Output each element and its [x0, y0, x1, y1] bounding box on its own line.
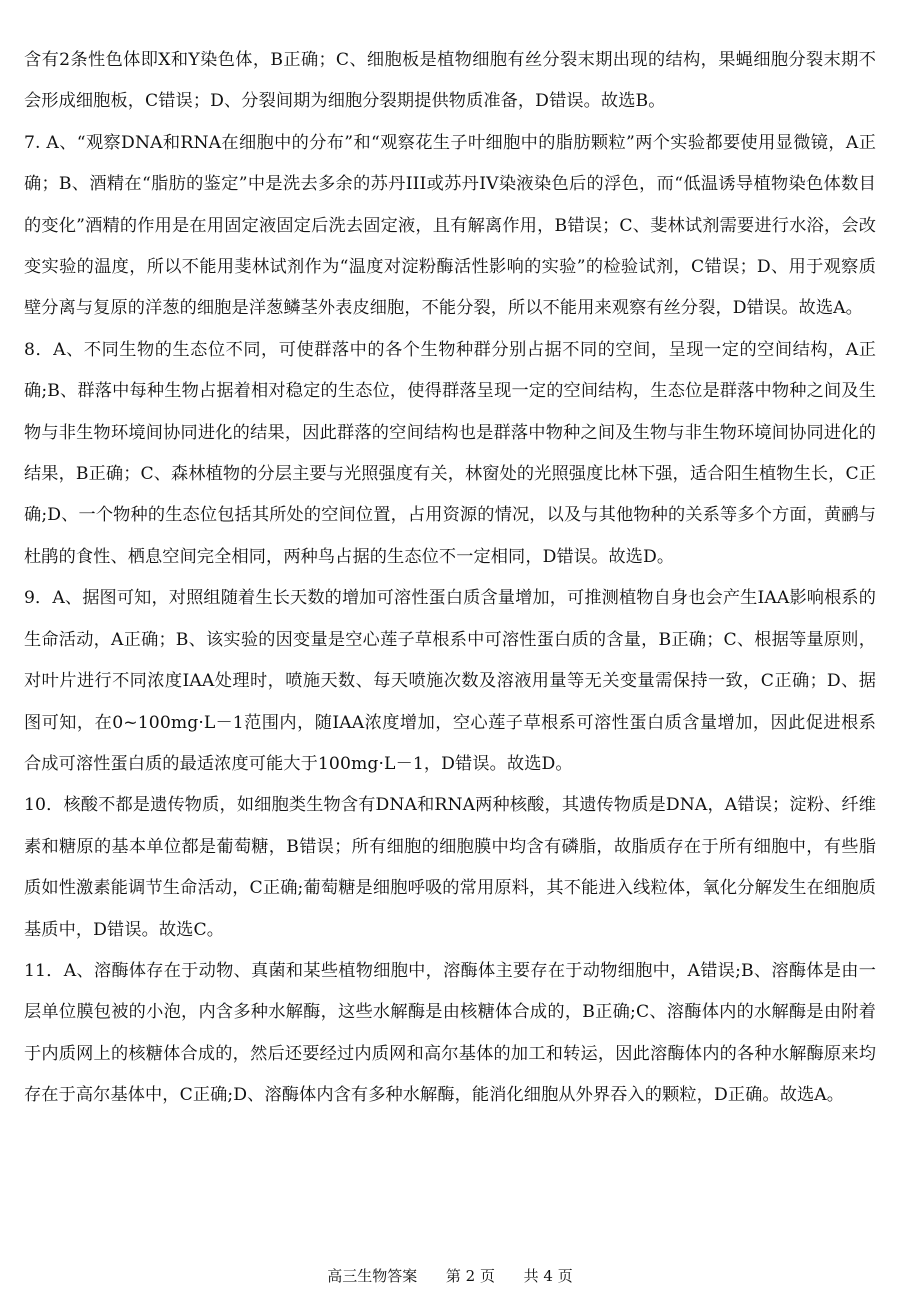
answer-9: 9．A、据图可知，对照组随着生长天数的增加可溶性蛋白质含量增加，可推测植物自身也会产生IAA影响根系的生命活动，A正确；B、该实验的因变量是空心莲子草根系中可溶性蛋白质的含量，B正确；C、根据等量原则，对叶片进行不同浓度IAA处理时，喷施天数、每天喷施次数及溶液用量等无关变量需保持一致，C正确；D、据图可知，在0~100mg·L－1范围内，随IAA浓度增加，空心莲子草根系可溶性蛋白质含量增加，因此促进根系合成可溶性蛋白质的最适浓度可能大于100mg·L－1，D错误。故选D。	[24, 588, 876, 774]
paragraph-continuation: 含有2条性色体即X和Y染色体，B正确；C、细胞板是植物细胞有丝分裂末期出现的结构，果蝇细胞分裂末期不会形成细胞板，C错误；D、分裂间期为细胞分裂期提供物质准备，D错误。故选B。	[24, 50, 876, 112]
answer-8: 8．A、不同生物的生态位不同，可使群落中的各个生物种群分别占据不同的空间，呈现一定的空间结构，A正确;B、群落中每种生物占据着相对稳定的生态位，使得群落呈现一定的空间结构，生态位是群落中物种之间及生物与非生物环境间协同进化的结果，因此群落的空间结构也是群落中物种之间及生物与非生物环境间协同进化的结果，B正确；C、森林植物的分层主要与光照强度有关，林窗处的光照强度比林下强，适合阳生植物生长，C正确;D、一个物种的生态位包括其所处的空间位置，占用资源的情况，以及与其他物种的关系等多个方面，黄鹂与杜鹃的食性、栖息空间完全相同，两种鸟占据的生态位不一定相同，D错误。故选D。	[24, 339, 876, 567]
answer-text	[24, 40, 876, 1117]
footer-total-pages: 共 4 页	[523, 1267, 573, 1285]
answer-7: 7. A、“观察DNA和RNA在细胞中的分布”和“观察花生子叶细胞中的脂肪颗粒”两个实验都要使用显微镜，A正确；B、酒精在“脂肪的鉴定”中是洗去多余的苏丹III或苏丹IV染液染色后的浮色，而“低温诱导植物染色体数目的变化”酒精的作用是在用固定液固定后洗去固定液，且有解离作用，B错误；C、斐林试剂需要进行水浴，会改变实验的温度，所以不能用斐林试剂作为“温度对淀粉酶活性影响的实验”的检验试剂，C错误；D、用于观察质壁分离与复原的洋葱的细胞是洋葱鳞茎外表皮细胞，不能分裂，所以不能用来观察有丝分裂，D错误。故选A。	[24, 132, 876, 319]
footer-subject: 高三生物答案	[327, 1267, 418, 1285]
answer-10: 10．核酸不都是遗传物质，如细胞类生物含有DNA和RNA两种核酸，其遗传物质是DNA，A错误；淀粉、纤维素和糖原的基本单位都是葡萄糖，B错误；所有细胞的细胞膜中均含有磷脂，故脂质存在于所有细胞中，有些脂质如性激素能调节生命活动，C正确;葡萄糖是细胞呼吸的常用原料，其不能进入线粒体，氧化分解发生在细胞质基质中，D错误。故选C。	[24, 795, 876, 940]
answer-11: 11．A、溶酶体存在于动物、真菌和某些植物细胞中，溶酶体主要存在于动物细胞中，A错误;B、溶酶体是由一层单位膜包被的小泡，内含多种水解酶，这些水解酶是由核糖体合成的，B正确;C、溶酶体内的水解酶是由附着于内质网上的核糖体合成的，然后还要经过内质网和高尔基体的加工和转运，因此溶酶体内的各种水解酶原来均存在于高尔基体中，C正确;D、溶酶体内含有多种水解酶，能消化细胞从外界吞入的颗粒，D正确。故选A。	[24, 960, 876, 1106]
page-footer	[0, 1266, 900, 1286]
footer-page-number: 第 2 页	[445, 1267, 495, 1285]
